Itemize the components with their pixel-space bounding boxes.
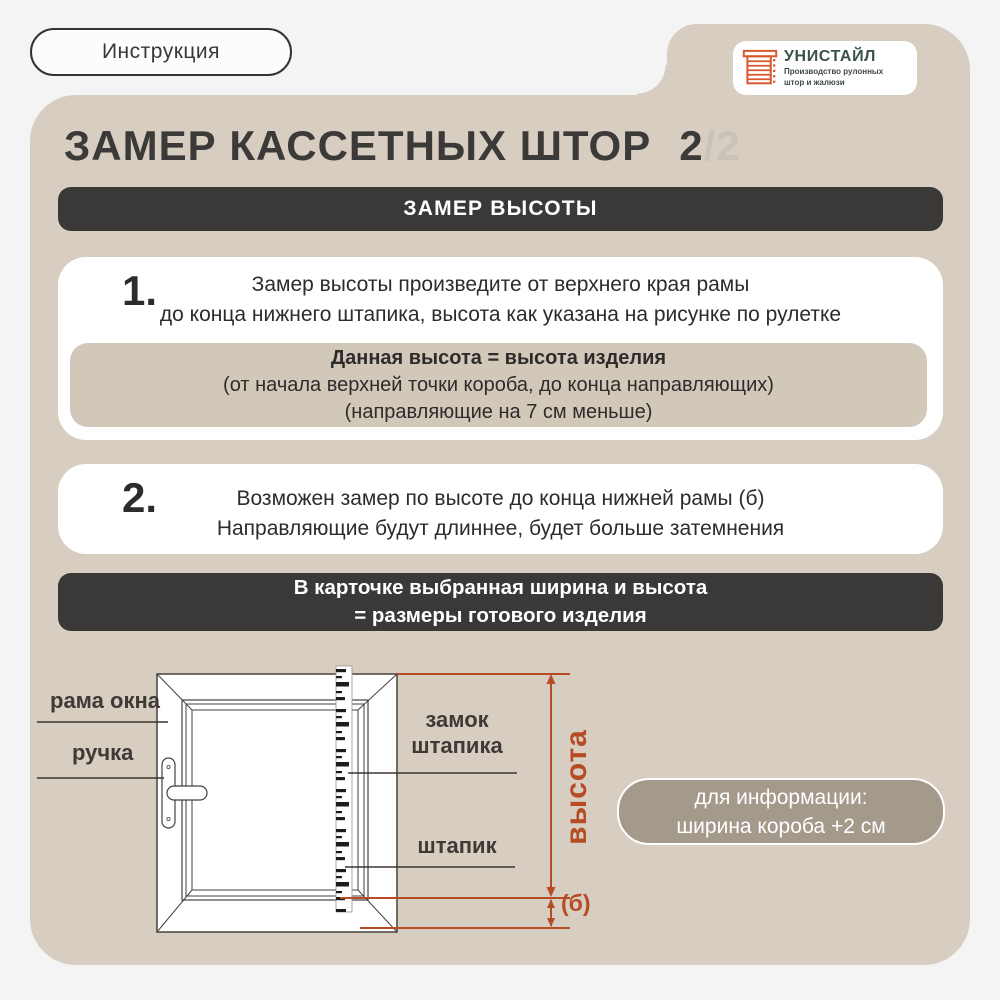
tab-fillet [637, 65, 667, 95]
height-banner-label: ЗАМЕР ВЫСОТЫ [403, 197, 598, 220]
step-1-line-1: Замер высоты произведите от верхнего края рамы [251, 273, 750, 296]
step-1-text [58, 270, 943, 330]
label-bead-lock-line-2: штапика [411, 733, 503, 758]
logo-tagline-2: штор и жалюзи [784, 78, 845, 87]
label-bead-lock [396, 707, 518, 759]
window-frame [157, 674, 397, 932]
result-banner-line-2: = размеры готового изделия [354, 604, 647, 627]
instruction-badge-label: Инструкция [101, 40, 221, 63]
title-text: ЗАМЕР КАССЕТНЫХ ШТОР [64, 122, 652, 169]
info-pill-line-1: для информации: [694, 785, 868, 809]
note-line-2: (от начала верхней точки короба, до конца направляющих) [223, 373, 774, 396]
step-1-line-2: до конца нижнего штапика, высота как указана на рисунке по рулетке [159, 303, 842, 326]
note-line-1: Данная высота = высота изделия [330, 346, 667, 369]
blinds-icon [742, 48, 778, 88]
step-1-note [70, 343, 927, 427]
page-title [64, 122, 741, 170]
logo-text [784, 49, 883, 87]
step-2-line-1: Возможен замер по высоте до конца нижней рамы (б) [236, 487, 765, 510]
label-height: высота [560, 729, 593, 845]
info-pill [617, 778, 945, 845]
measuring-tape [336, 666, 352, 912]
label-handle: ручка [72, 740, 134, 765]
logo-tagline-1: Производство рулонных [784, 67, 884, 76]
result-banner [58, 573, 943, 631]
page-current: 2 [679, 122, 704, 169]
info-pill-line-2: ширина короба +2 см [676, 814, 886, 838]
instruction-badge [30, 28, 292, 76]
step-1-number: 1. [122, 267, 158, 314]
step-2-text [58, 484, 943, 544]
label-window-frame: рама окна [50, 688, 160, 713]
label-glazing-bead: штапик [417, 833, 497, 858]
step-2-card [58, 464, 943, 554]
page-total: /2 [703, 122, 741, 169]
step-2-number: 2. [122, 474, 158, 521]
page-indicator [679, 122, 740, 169]
label-b-measure: (б) [561, 890, 591, 916]
result-banner-line-1: В карточке выбранная ширина и высота [293, 576, 708, 599]
step-2-line-2: Направляющие будут длиннее, будет больше затемнения [216, 517, 785, 540]
logo-name: УНИСТАЙЛ [784, 48, 877, 65]
brand-logo [733, 41, 917, 95]
note-line-3: (направляющие на 7 см меньше) [344, 400, 653, 423]
step-1-card [58, 257, 943, 440]
label-bead-lock-line-1: замок [425, 707, 489, 732]
height-section-banner [58, 187, 943, 231]
